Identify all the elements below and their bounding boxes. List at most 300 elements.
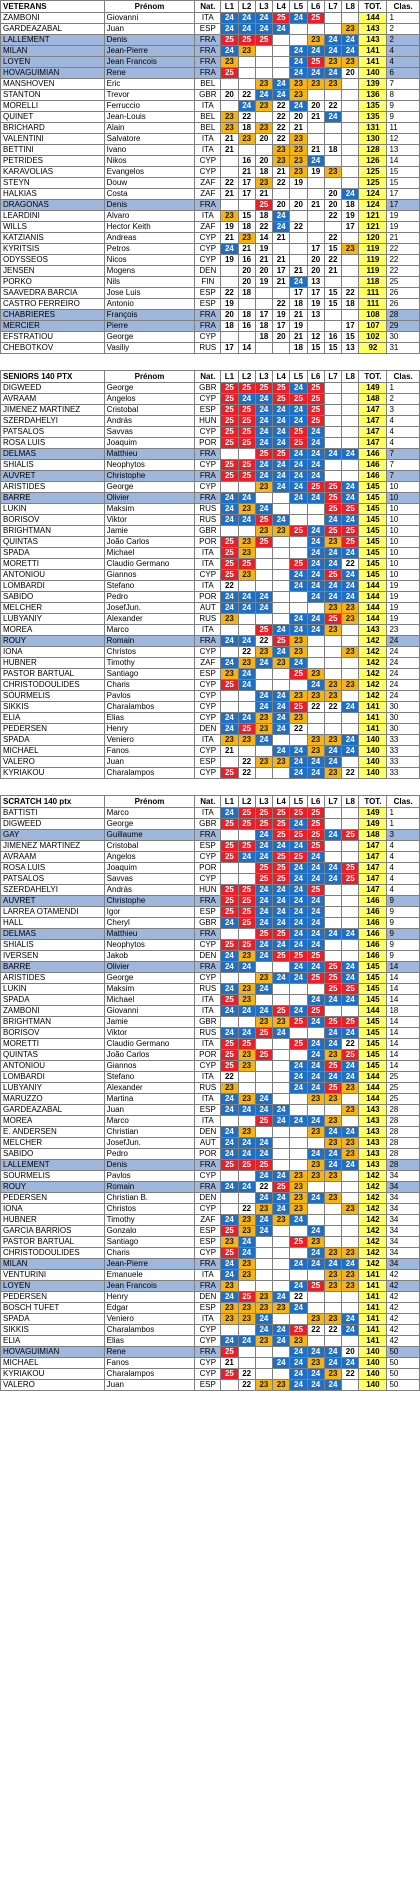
round-score-cell: 24 [255,1171,272,1182]
surname-cell: BRICHARD [1,123,105,134]
round-score-cell: 19 [255,244,272,255]
round-score-cell: 23 [238,951,255,962]
round-score-cell: 20 [273,200,290,211]
round-score-cell [290,537,307,548]
round-score-cell: 23 [324,691,341,702]
round-score-cell: 24 [221,1270,238,1281]
table-row [1,592,420,603]
round-score-cell: 23 [255,123,272,134]
round-score-cell: 25 [324,973,341,984]
first-name-cell: Martina [104,1094,195,1105]
round-score-cell: 22 [342,559,359,570]
first-name-cell: Giovanni [104,13,195,24]
round-score-cell: 24 [290,1380,307,1391]
round-score-cell: 23 [255,647,272,658]
round-score-cell: 25 [255,449,272,460]
table-row [1,405,420,416]
round-score-cell: 25 [238,819,255,830]
round-score-cell: 24 [273,713,290,724]
surname-cell: LOMBARDI [1,1072,105,1083]
nationality-cell: GBR [195,526,221,537]
round-score-cell: 24 [290,940,307,951]
column-header: L3 [255,371,272,383]
rank-cell: 34 [387,1248,420,1259]
round-score-cell [324,808,341,819]
table-row [1,394,420,405]
round-score-cell: 17 [221,343,238,354]
round-score-cell [238,449,255,460]
surname-cell: VALERO [1,1380,105,1391]
round-score-cell [255,1281,272,1292]
round-score-cell [273,1072,290,1083]
round-score-cell [307,178,324,189]
table-row [1,1083,420,1094]
round-score-cell: 23 [342,1149,359,1160]
round-score-cell: 25 [290,951,307,962]
rank-cell: 22 [387,266,420,277]
round-score-cell [342,1303,359,1314]
round-score-cell: 23 [221,57,238,68]
table-row [1,1182,420,1193]
round-score-cell: 24 [290,277,307,288]
round-score-cell: 24 [255,841,272,852]
round-score-cell: 25 [221,841,238,852]
round-score-cell: 24 [290,1259,307,1270]
round-score-cell [238,145,255,156]
first-name-cell: Joaquim [104,438,195,449]
surname-cell: VENTURINI [1,1270,105,1281]
rank-cell: 3 [387,405,420,416]
nationality-cell: ESP [195,1226,221,1237]
round-score-cell: 24 [307,1226,324,1237]
round-score-cell: 25 [273,1182,290,1193]
round-score-cell: 25 [255,537,272,548]
first-name-cell: Jean Francois [104,57,195,68]
rank-cell: 42 [387,1325,420,1336]
table-row [1,427,420,438]
round-score-cell: 24 [238,592,255,603]
rank-cell: 10 [387,570,420,581]
nationality-cell: DEN [195,724,221,735]
round-score-cell [342,1336,359,1347]
round-score-cell [238,830,255,841]
round-score-cell: 25 [342,830,359,841]
round-score-cell: 22 [342,288,359,299]
round-score-cell: 13 [307,310,324,321]
round-score-cell [273,581,290,592]
round-score-cell: 23 [255,713,272,724]
surname-cell: ROSA LUIS [1,863,105,874]
rank-cell: 30 [387,332,420,343]
round-score-cell: 25 [255,1050,272,1061]
round-score-cell: 23 [255,1292,272,1303]
total-cell: 111 [359,288,387,299]
surname-cell: LUKIN [1,984,105,995]
round-score-cell: 17 [342,321,359,332]
round-score-cell: 21 [255,189,272,200]
rank-cell: 19 [387,581,420,592]
round-score-cell: 24 [273,1204,290,1215]
total-cell: 141 [359,1303,387,1314]
round-score-cell [342,1380,359,1391]
total-cell: 144 [359,1083,387,1094]
round-score-cell: 24 [290,929,307,940]
nationality-cell: DEN [195,1193,221,1204]
surname-cell: ELIA [1,713,105,724]
round-score-cell: 24 [221,603,238,614]
rank-cell: 30 [387,724,420,735]
total-cell: 142 [359,691,387,702]
round-score-cell: 24 [290,449,307,460]
round-score-cell: 23 [324,1369,341,1380]
round-score-cell [324,405,341,416]
round-score-cell: 23 [255,1204,272,1215]
round-score-cell [238,746,255,757]
nationality-cell: AUT [195,603,221,614]
table-row [1,614,420,625]
first-name-cell: Joaquim [104,863,195,874]
round-score-cell: 22 [273,134,290,145]
surname-cell: IVERSEN [1,951,105,962]
total-cell: 144 [359,614,387,625]
round-score-cell: 25 [221,896,238,907]
round-score-cell: 23 [342,24,359,35]
table-row [1,416,420,427]
round-score-cell: 12 [307,332,324,343]
round-score-cell: 24 [238,24,255,35]
surname-cell: PASTOR BARTUAL [1,1237,105,1248]
round-score-cell [221,1380,238,1391]
round-score-cell [342,819,359,830]
surname-cell: GARDEAZABAL [1,1105,105,1116]
round-score-cell: 25 [255,1116,272,1127]
round-score-cell: 15 [238,211,255,222]
round-score-cell: 23 [255,79,272,90]
round-score-cell: 22 [307,702,324,713]
round-score-cell [221,702,238,713]
round-score-cell [255,145,272,156]
round-score-cell: 24 [342,1358,359,1369]
rank-cell: 42 [387,1270,420,1281]
round-score-cell: 24 [342,482,359,493]
round-score-cell: 24 [307,438,324,449]
round-score-cell: 24 [307,1061,324,1072]
round-score-cell: 20 [290,112,307,123]
first-name-cell: Jakob [104,951,195,962]
round-score-cell: 21 [221,233,238,244]
table-row [1,874,420,885]
round-score-cell: 24 [307,1050,324,1061]
round-score-cell: 23 [255,1380,272,1391]
round-score-cell [324,1105,341,1116]
round-score-cell [307,233,324,244]
total-cell: 142 [359,1259,387,1270]
round-score-cell: 24 [307,907,324,918]
nationality-cell: ZAF [195,222,221,233]
round-score-cell [273,244,290,255]
round-score-cell [238,1171,255,1182]
table-row [1,68,420,79]
round-score-cell: 25 [255,625,272,636]
round-score-cell [273,1083,290,1094]
round-score-cell: 13 [342,343,359,354]
round-score-cell [307,603,324,614]
round-score-cell: 24 [273,515,290,526]
round-score-cell: 25 [307,405,324,416]
round-score-cell: 25 [255,819,272,830]
round-score-cell: 23 [290,134,307,145]
rank-cell: 26 [387,299,420,310]
round-score-cell: 24 [307,46,324,57]
total-cell: 124 [359,200,387,211]
round-score-cell [255,548,272,559]
column-header: Nat. [195,1,221,13]
first-name-cell: Christos [104,1204,195,1215]
round-score-cell: 24 [324,592,341,603]
total-cell: 145 [359,526,387,537]
round-score-cell: 23 [290,79,307,90]
round-score-cell [238,526,255,537]
nationality-cell: CYP [195,1369,221,1380]
round-score-cell [307,189,324,200]
round-score-cell [255,680,272,691]
round-score-cell: 24 [342,449,359,460]
round-score-cell [273,1369,290,1380]
section-spacer [0,354,420,370]
round-score-cell: 24 [290,819,307,830]
round-score-cell: 24 [290,746,307,757]
round-score-cell [238,68,255,79]
round-score-cell: 24 [273,1193,290,1204]
round-score-cell: 24 [238,1237,255,1248]
round-score-cell: 23 [238,233,255,244]
surname-cell: SPADA [1,995,105,1006]
round-score-cell [342,123,359,134]
round-score-cell [273,962,290,973]
total-cell: 142 [359,1193,387,1204]
round-score-cell [238,1017,255,1028]
nationality-cell: ZAF [195,1215,221,1226]
total-cell: 142 [359,1204,387,1215]
round-score-cell: 23 [307,1237,324,1248]
round-score-cell: 24 [290,1083,307,1094]
section-title: SENIORS 140 PTX [1,371,105,383]
first-name-cell: Juan [104,24,195,35]
round-score-cell: 24 [273,702,290,713]
column-header: L8 [342,796,359,808]
round-score-cell [221,277,238,288]
first-name-cell: Neophytos [104,460,195,471]
rank-cell: 9 [387,929,420,940]
first-name-cell: Cristobal [104,405,195,416]
table-row [1,13,420,24]
round-score-cell: 23 [221,211,238,222]
surname-cell: BRIGHTMAN [1,526,105,537]
round-score-cell: 23 [290,1204,307,1215]
round-score-cell [324,1226,341,1237]
first-name-cell: Fanos [104,746,195,757]
total-cell: 126 [359,156,387,167]
round-score-cell: 23 [238,1226,255,1237]
nationality-cell: FRA [195,321,221,332]
nationality-cell: CYP [195,1061,221,1072]
round-score-cell: 25 [307,13,324,24]
column-header: L4 [273,796,290,808]
round-score-cell: 23 [324,680,341,691]
round-score-cell: 24 [238,1028,255,1039]
round-score-cell [238,1358,255,1369]
total-cell: 142 [359,669,387,680]
table-row [1,1127,420,1138]
round-score-cell: 25 [221,35,238,46]
first-name-cell: Antonio [104,299,195,310]
table-header-row [1,1,420,13]
nationality-cell: ESP [195,288,221,299]
table-row [1,973,420,984]
round-score-cell: 17 [273,321,290,332]
round-score-cell: 24 [324,515,341,526]
round-score-cell: 25 [238,918,255,929]
rank-cell: 2 [387,24,420,35]
round-score-cell: 22 [273,123,290,134]
round-score-cell: 24 [342,746,359,757]
column-header: L6 [307,796,324,808]
nationality-cell: CYP [195,1248,221,1259]
round-score-cell [342,405,359,416]
round-score-cell [273,1237,290,1248]
nationality-cell: FRA [195,1347,221,1358]
total-cell: 147 [359,874,387,885]
first-name-cell: Guillaume [104,830,195,841]
round-score-cell: 24 [273,746,290,757]
round-score-cell [342,1215,359,1226]
round-score-cell: 21 [324,266,341,277]
round-score-cell: 22 [290,724,307,735]
table-row [1,1138,420,1149]
round-score-cell [273,57,290,68]
surname-cell: BOSCH TUFET [1,1303,105,1314]
round-score-cell: 22 [273,299,290,310]
round-score-cell: 18 [255,167,272,178]
round-score-cell: 24 [307,1072,324,1083]
round-score-cell: 18 [238,288,255,299]
round-score-cell: 24 [221,504,238,515]
total-cell: 135 [359,112,387,123]
first-name-cell: Jamie [104,526,195,537]
nationality-cell: CYP [195,1325,221,1336]
table-row [1,1050,420,1061]
round-score-cell [342,951,359,962]
round-score-cell: 25 [273,636,290,647]
rank-cell: 17 [387,189,420,200]
round-score-cell: 24 [324,1127,341,1138]
round-score-cell: 24 [221,592,238,603]
round-score-cell: 22 [324,211,341,222]
round-score-cell: 17 [342,222,359,233]
round-score-cell [221,156,238,167]
results-table [0,795,420,1391]
round-score-cell: 23 [290,90,307,101]
round-score-cell [221,266,238,277]
total-cell: 143 [359,1116,387,1127]
rank-cell: 24 [387,691,420,702]
first-name-cell: Santiago [104,669,195,680]
round-score-cell: 15 [324,299,341,310]
first-name-cell: Maksim [104,984,195,995]
round-score-cell: 24 [273,885,290,896]
surname-cell: BARRE [1,962,105,973]
rank-cell: 4 [387,852,420,863]
round-score-cell: 24 [290,1369,307,1380]
round-score-cell: 24 [290,962,307,973]
round-score-cell: 23 [221,1237,238,1248]
surname-cell: DIGWEED [1,819,105,830]
rank-cell: 29 [387,321,420,332]
nationality-cell: ZAF [195,178,221,189]
rank-cell: 7 [387,471,420,482]
round-score-cell [238,332,255,343]
table-row [1,1094,420,1105]
nationality-cell: ITA [195,1039,221,1050]
surname-cell: LOYEN [1,57,105,68]
total-cell: 148 [359,394,387,405]
nationality-cell: FRA [195,68,221,79]
round-score-cell: 23 [307,735,324,746]
round-score-cell [273,592,290,603]
surname-cell: LALLEMENT [1,1160,105,1171]
round-score-cell: 24 [307,460,324,471]
round-score-cell [238,581,255,592]
round-score-cell: 23 [324,1094,341,1105]
nationality-cell: CYP [195,874,221,885]
table-row [1,526,420,537]
surname-cell: SHIALIS [1,460,105,471]
first-name-cell: Santiago [104,1237,195,1248]
round-score-cell: 25 [221,1226,238,1237]
total-cell: 147 [359,405,387,416]
first-name-cell: Nils [104,277,195,288]
first-name-cell: Petros [104,244,195,255]
total-cell: 119 [359,266,387,277]
round-score-cell [290,1248,307,1259]
round-score-cell: 16 [238,321,255,332]
nationality-cell: ITA [195,548,221,559]
round-score-cell [221,167,238,178]
surname-cell: PETRIDES [1,156,105,167]
total-cell: 128 [359,145,387,156]
round-score-cell: 24 [255,907,272,918]
surname-cell: AVRAAM [1,852,105,863]
round-score-cell: 19 [307,167,324,178]
surname-cell: PEDERSEN [1,724,105,735]
round-score-cell: 24 [290,768,307,779]
round-score-cell: 25 [290,1237,307,1248]
first-name-cell: Timothy [104,1215,195,1226]
round-score-cell [273,1314,290,1325]
round-score-cell [273,1270,290,1281]
round-score-cell: 22 [324,255,341,266]
round-score-cell: 23 [307,691,324,702]
nationality-cell: ZAF [195,189,221,200]
nationality-cell: POR [195,1149,221,1160]
round-score-cell: 23 [255,178,272,189]
round-score-cell [255,112,272,123]
surname-cell: STEYN [1,178,105,189]
round-score-cell: 24 [290,570,307,581]
total-cell: 146 [359,460,387,471]
round-score-cell: 23 [290,713,307,724]
round-score-cell: 25 [238,1292,255,1303]
